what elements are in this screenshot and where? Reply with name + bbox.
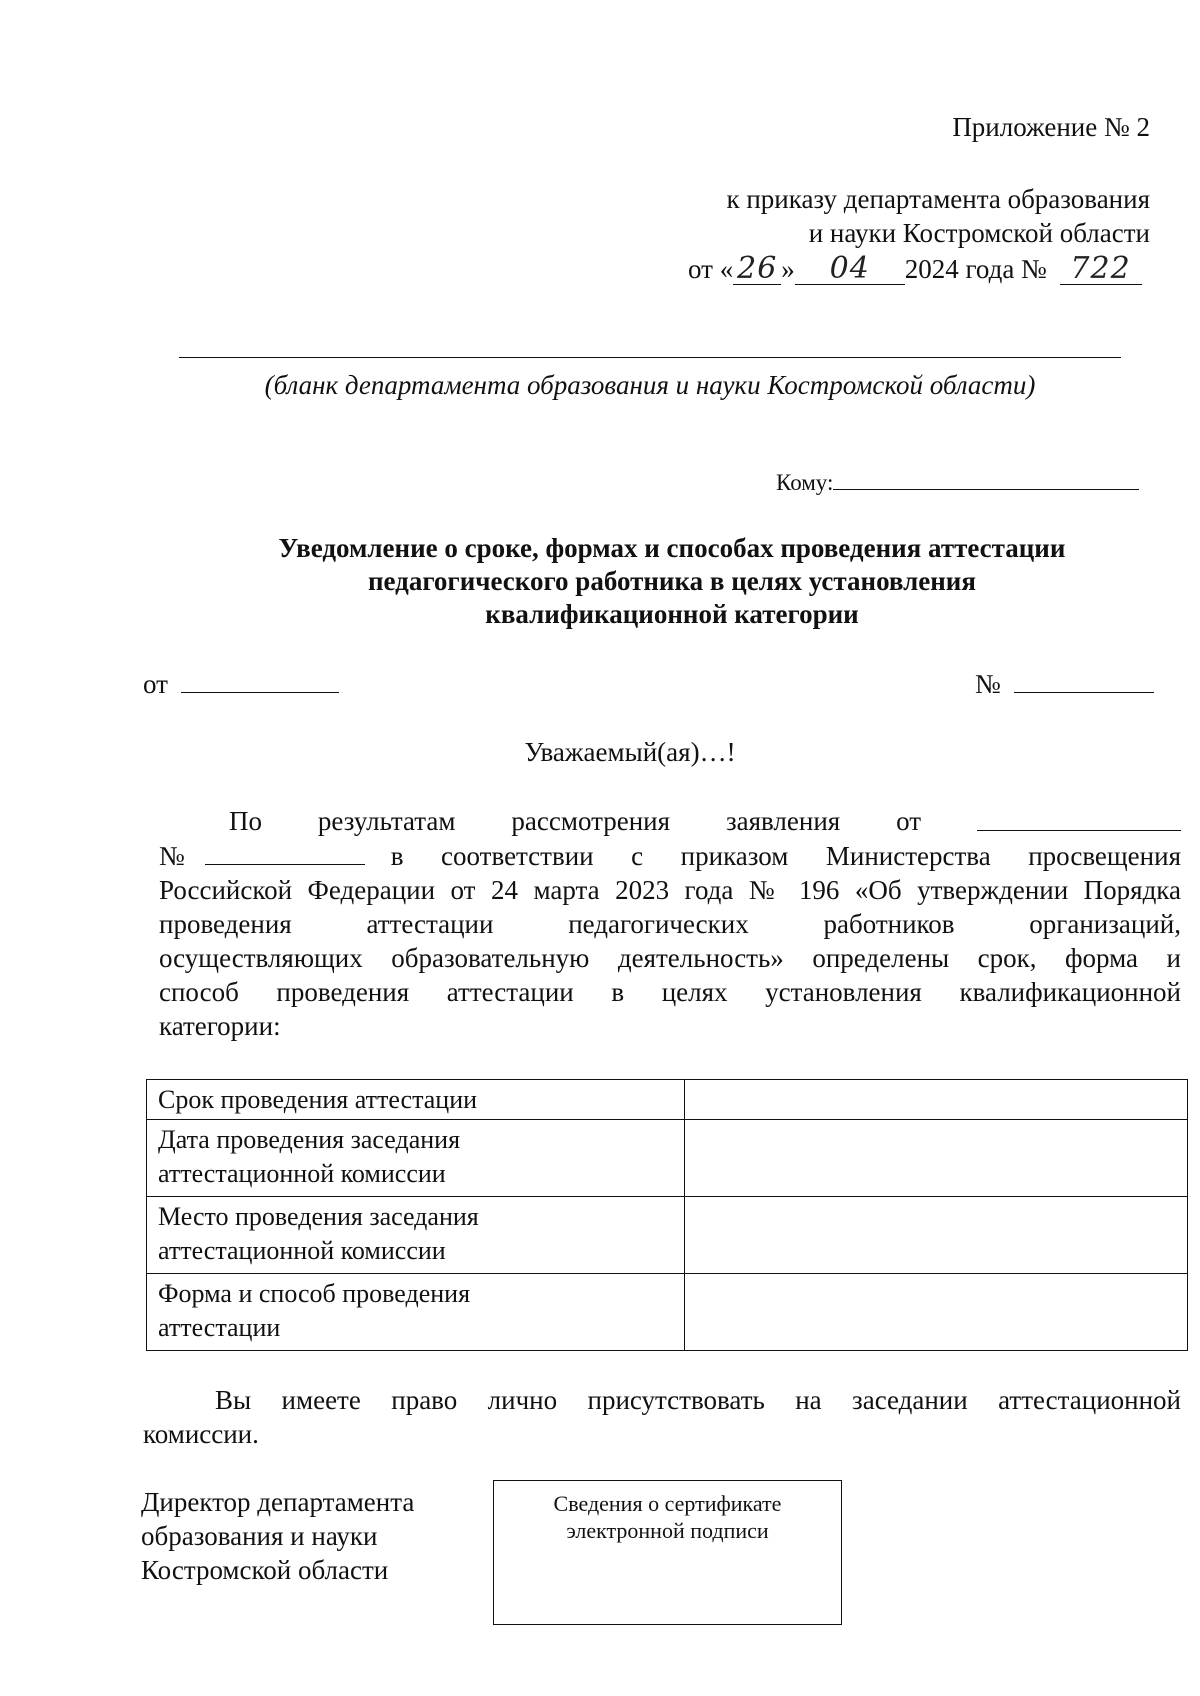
table-row [147, 1274, 1188, 1351]
e-signature-certificate-box: Сведения о сертификате электронной подписи [493, 1480, 842, 1625]
body-line-2: № в соответствии с приказом Министерства просвещения [159, 838, 1181, 873]
body-line-6: способ проведения аттестации в целях установления квалификационной [159, 977, 1181, 1007]
order-line-1: к приказу департамента образования [726, 184, 1150, 214]
table-value-cell [685, 1197, 1188, 1274]
recipient-label: Кому: [776, 470, 834, 495]
doc-date-field [143, 666, 339, 701]
table-label-cell: Дата проведения заседания аттестационной комиссии [147, 1120, 685, 1197]
body-line-3: Российской Федерации от 24 марта 2023 года № 196 «Об утверждении Порядка [159, 875, 1181, 905]
recipient-field [776, 463, 1139, 498]
closing-paragraph: Вы имеете право лично присутствовать на заседании аттестационной комиссии. [143, 1385, 1181, 1449]
table-row [147, 1197, 1188, 1274]
body-paragraph [159, 804, 1181, 1043]
order-line-2: и науки Костромской области [808, 218, 1150, 248]
table-row [147, 1120, 1188, 1197]
table-value-cell [685, 1080, 1188, 1120]
signature-block: Директор департамента образования и науки Костромской области [141, 1487, 415, 1585]
recipient-blank [833, 463, 1139, 490]
table-label-cell: Срок проведения аттестации [147, 1080, 685, 1120]
doc-date-label: от [143, 669, 168, 699]
table-label-cell: Форма и способ проведения аттестации [147, 1274, 685, 1351]
table-value-cell [685, 1274, 1188, 1351]
greeting: Уважаемый(ая)…! [524, 737, 736, 767]
body-line-1: По результатам рассмотрения заявления от [159, 804, 1181, 838]
order-month-handwritten: 04 [795, 254, 905, 285]
letterhead-line [179, 357, 1121, 358]
table-row [147, 1080, 1188, 1120]
document-title: Уведомление о сроке, формах и способах проведения аттестации педагогического работника в целях установления квалификационной категории [278, 533, 1066, 629]
order-day-handwritten: 26 [733, 254, 781, 285]
doc-number-blank [1014, 666, 1154, 693]
doc-date-blank [181, 666, 339, 693]
application-date-blank [977, 804, 1181, 831]
order-date-line: от « 26 » 04 2024 года № 722 [688, 252, 1158, 286]
order-reference [550, 182, 1150, 250]
order-number-handwritten: 722 [1060, 254, 1142, 285]
table-value-cell [685, 1120, 1188, 1197]
order-year: 2024 года № [904, 254, 1047, 284]
table-label-cell: Место проведения заседания аттестационной комиссии [147, 1197, 685, 1274]
appendix-label: Приложение № 2 [952, 112, 1150, 142]
body-line-7: категории: [159, 1011, 281, 1041]
doc-number-field [975, 666, 1154, 701]
body-line-5: осуществляющих образовательную деятельность» определены срок, форма и [159, 943, 1181, 973]
application-number-blank [205, 838, 365, 865]
attestation-table [146, 1079, 1188, 1351]
doc-number-label: № [975, 669, 1001, 699]
letterhead-caption: (бланк департамента образования и науки Костромской области) [264, 370, 1036, 400]
body-line-4: проведения аттестации педагогических работников организаций, [159, 909, 1181, 939]
